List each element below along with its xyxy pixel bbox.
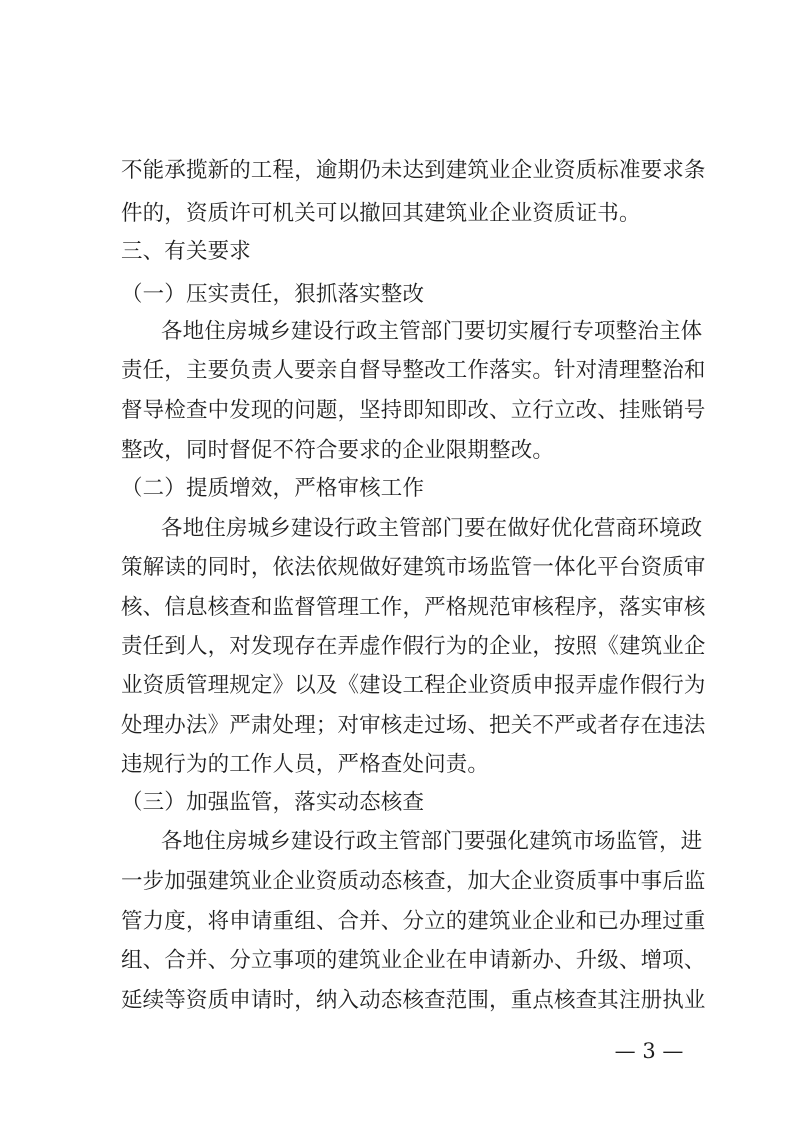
page-number: — 3 — xyxy=(614,1039,684,1063)
paragraph-first-line: 各地住房城乡建设行政主管部门要在做好优化营商环境政 xyxy=(161,516,703,541)
body-text-line: 整改，同时督促不符合要求的企业限期整改。 xyxy=(121,438,555,463)
subsection-heading: （三）加强监管，落实动态核查 xyxy=(121,790,425,815)
body-text-line: 一步加强建筑业企业资质动态核查，加大企业资质事中事后监 xyxy=(121,869,706,894)
body-text-line: 违规行为的工作人员，严格查处问责。 xyxy=(121,752,490,777)
body-text-line: 延续等资质申请时，纳入动态核查范围，重点核查其注册执业 xyxy=(121,988,706,1013)
body-text-line: 责任，主要负责人要亲自督导整改工作落实。针对清理整治和 xyxy=(121,358,706,383)
body-text-line: 责任到人，对发现存在弄虚作假行为的企业，按照《建筑业企 xyxy=(121,634,706,659)
body-text-line: 核、信息核查和监督管理工作，严格规范审核程序，落实审核 xyxy=(121,595,706,620)
body-text-line: 管力度，将申请重组、合并、分立的建筑业企业和已办理过重 xyxy=(121,909,706,934)
body-text-line: 组、合并、分立事项的建筑业企业在申请新办、升级、增项、 xyxy=(121,948,706,973)
subsection-heading: （一）压实责任，狠抓落实整改 xyxy=(121,282,425,307)
body-text-line: 件的，资质许可机关可以撤回其建筑业企业资质证书。 xyxy=(121,201,641,226)
section-heading: 三、有关要求 xyxy=(121,239,251,264)
body-text-line: 不能承揽新的工程，逾期仍未达到建筑业企业资质标准要求条 xyxy=(121,158,706,183)
body-text-line: 督导检查中发现的问题，坚持即知即改、立行立改、挂账销号 xyxy=(121,398,706,423)
paragraph-first-line: 各地住房城乡建设行政主管部门要切实履行专项整治主体 xyxy=(161,319,703,344)
body-text-line: 策解读的同时，依法依规做好建筑市场监管一体化平台资质审 xyxy=(121,555,706,580)
paragraph-first-line: 各地住房城乡建设行政主管部门要强化建筑市场监管，进 xyxy=(161,829,703,854)
subsection-heading: （二）提质增效，严格审核工作 xyxy=(121,476,425,501)
body-text-line: 业资质管理规定》以及《建设工程企业资质申报弄虚作假行为 xyxy=(121,673,706,698)
body-text-line: 处理办法》严肃处理；对审核走过场、把关不严或者存在违法 xyxy=(121,713,706,738)
